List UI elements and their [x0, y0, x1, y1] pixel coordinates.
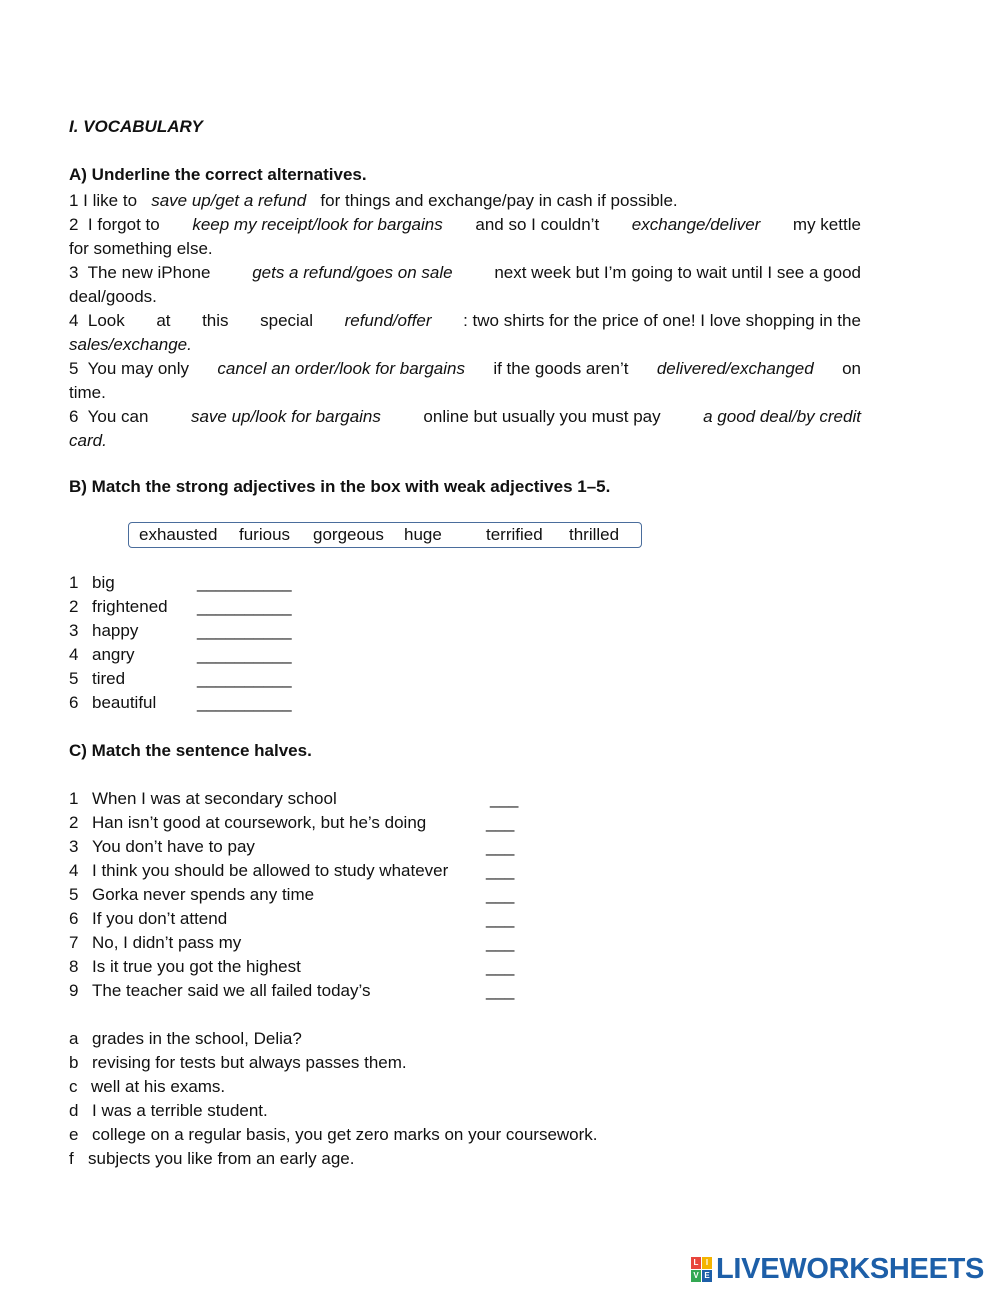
match-blank[interactable]: ___ [486, 957, 515, 976]
match-blank[interactable]: ___ [486, 933, 515, 952]
ending-letter: b [69, 1053, 79, 1072]
logo-mark-letter: I [702, 1257, 712, 1269]
sentence-number: 6 [69, 909, 79, 928]
sentence-start: Han isn’t good at coursework, but he’s doing [92, 813, 427, 832]
liveworksheets-logo [691, 1252, 984, 1286]
section-a-item-2: 2 I forgot to keep my receipt/look for bargains and so I couldn’t exchange/deliver my kettle [69, 215, 861, 234]
match-blank[interactable]: ___ [486, 861, 515, 880]
ending-letter: d [69, 1101, 79, 1120]
ending-letter: a [69, 1029, 79, 1048]
sentence-number: 1 [69, 789, 79, 808]
answer-blank[interactable]: __________ [197, 573, 292, 592]
adjective-number: 2 [69, 597, 79, 616]
word-box-item: terrified [486, 525, 543, 544]
match-blank[interactable]: ___ [486, 981, 515, 1000]
word-box-item: huge [404, 525, 442, 544]
ending-text: college on a regular basis, you get zero marks on your coursework. [92, 1125, 598, 1144]
sentence-start: No, I didn’t pass my [92, 933, 242, 952]
adjective-word: happy [92, 621, 139, 640]
logo-mark-letter: L [691, 1257, 701, 1269]
section-a-item-3: 3 The new iPhone gets a refund/goes on sale next week but I’m going to wait until I see a good [69, 263, 861, 282]
word-box-item: gorgeous [313, 525, 384, 544]
section-a-item-6-cont: card. [69, 431, 107, 450]
sentence-number: 9 [69, 981, 79, 1000]
adjective-word: angry [92, 645, 135, 664]
sentence-start: You don’t have to pay [92, 837, 255, 856]
section-a-item-5-cont: time. [69, 383, 106, 402]
match-blank[interactable]: ___ [486, 837, 515, 856]
answer-blank[interactable]: __________ [197, 597, 292, 616]
section-a-item-6: 6 You can save up/look for bargains online but usually you must pay a good deal/by credit [69, 407, 861, 426]
sentence-start: The teacher said we all failed today’s [92, 981, 371, 1000]
sentence-number: 7 [69, 933, 79, 952]
ending-text: grades in the school, Delia? [92, 1029, 302, 1048]
word-box [128, 522, 642, 548]
adjective-number: 6 [69, 693, 79, 712]
match-blank[interactable]: ___ [486, 909, 515, 928]
ending-letter: e [69, 1125, 79, 1144]
section-a-item-4-cont: sales/exchange. [69, 335, 192, 354]
match-blank[interactable]: ___ [490, 789, 519, 808]
section-b-title: B) Match the strong adjectives in the box with weak adjectives 1–5. [69, 477, 611, 496]
ending-letter: c [69, 1077, 78, 1096]
ending-letter: f [69, 1149, 74, 1168]
match-blank[interactable]: ___ [486, 813, 515, 832]
adjective-word: tired [92, 669, 126, 688]
logo-mark-icon [691, 1257, 712, 1282]
ending-text: well at his exams. [91, 1077, 226, 1096]
sentence-number: 5 [69, 885, 79, 904]
sentence-number: 2 [69, 813, 79, 832]
sentence-start: Gorka never spends any time [92, 885, 315, 904]
adjective-number: 3 [69, 621, 79, 640]
section-a-item-5: 5 You may only cancel an order/look for bargains if the goods aren’t delivered/exchanged on [69, 359, 861, 378]
adjective-word: big [92, 573, 115, 592]
sentence-start: If you don’t attend [92, 909, 228, 928]
sentence-number: 4 [69, 861, 79, 880]
section-c-title: C) Match the sentence halves. [69, 741, 312, 760]
adjective-number: 5 [69, 669, 79, 688]
logo-wordmark: LIVEWORKSHEETS [716, 1252, 985, 1285]
sentence-start: I think you should be allowed to study whatever [92, 861, 449, 880]
answer-blank[interactable]: __________ [197, 621, 292, 640]
ending-text: revising for tests but always passes them. [92, 1053, 407, 1072]
sentence-start: Is it true you got the highest [92, 957, 301, 976]
adjective-number: 1 [69, 573, 79, 592]
adjective-word: beautiful [92, 693, 157, 712]
word-box-item: exhausted [139, 525, 218, 544]
sentence-start: When I was at secondary school [92, 789, 337, 808]
sentence-number: 8 [69, 957, 79, 976]
answer-blank[interactable]: __________ [197, 645, 292, 664]
page-heading: I. VOCABULARY [69, 117, 203, 136]
answer-blank[interactable]: __________ [197, 669, 292, 688]
ending-text: I was a terrible student. [92, 1101, 268, 1120]
section-a-item-2-cont: for something else. [69, 239, 213, 258]
section-a-title: A) Underline the correct alternatives. [69, 165, 367, 184]
answer-blank[interactable]: __________ [197, 693, 292, 712]
match-blank[interactable]: ___ [486, 885, 515, 904]
section-a-item-3-cont: deal/goods. [69, 287, 157, 306]
word-box-item: thrilled [569, 525, 620, 544]
word-box-item: furious [239, 525, 291, 544]
section-a-item-1: 1 I like to save up/get a refund for things and exchange/pay in cash if possible. [69, 191, 678, 210]
section-a-item-4: 4 Look at this special refund/offer : two shirts for the price of one! I love shopping in the [69, 311, 861, 330]
logo-mark-letter: V [691, 1270, 701, 1282]
adjective-number: 4 [69, 645, 79, 664]
logo-mark-letter: E [702, 1270, 712, 1282]
adjective-word: frightened [92, 597, 168, 616]
ending-text: subjects you like from an early age. [88, 1149, 355, 1168]
sentence-number: 3 [69, 837, 79, 856]
